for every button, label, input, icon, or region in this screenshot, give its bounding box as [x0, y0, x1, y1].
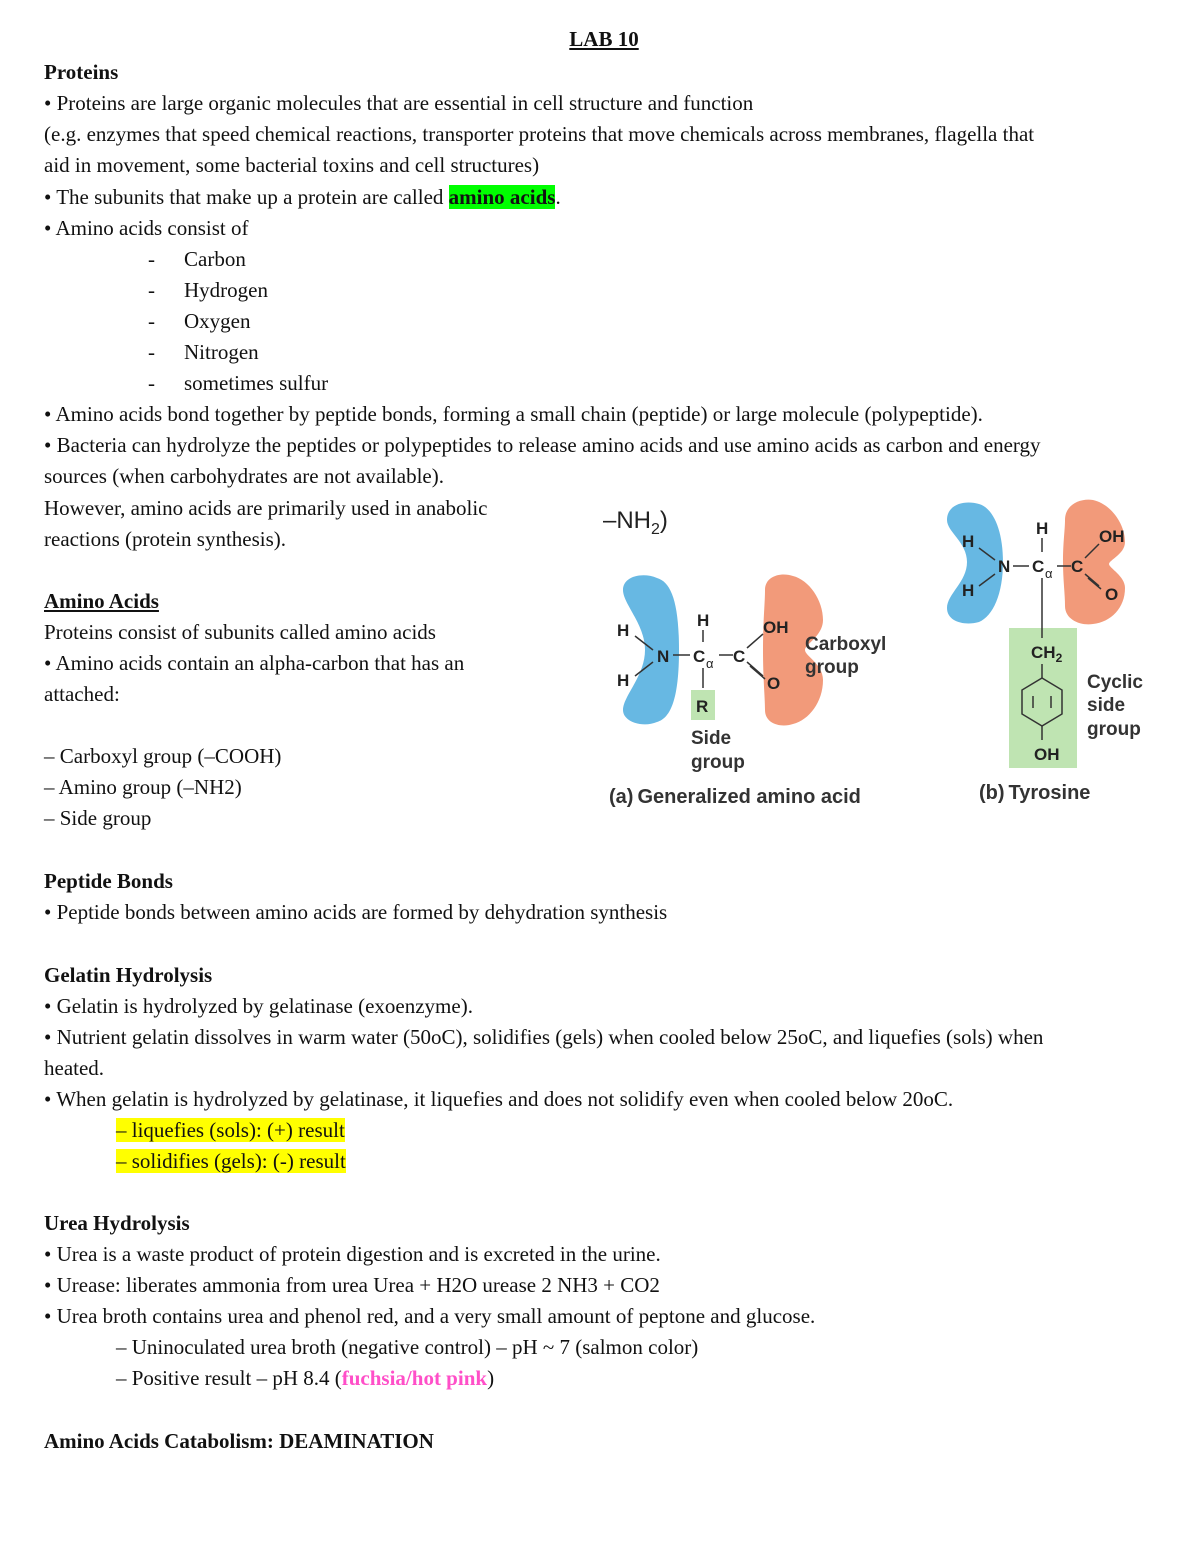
atom-oh: OH — [763, 618, 789, 637]
paragraph — [44, 182, 561, 213]
atom-h: H — [1036, 519, 1049, 538]
paragraph: • Urea broth contains urea and phenol red, and a very small amount of peptone and glucose. — [44, 1304, 816, 1328]
highlight-amino-acids: amino acids — [448, 185, 556, 209]
atom-n: N — [998, 557, 1011, 576]
atom-c: C — [733, 647, 746, 666]
atom-o: O — [1105, 585, 1119, 604]
paragraph: heated. — [44, 1056, 105, 1080]
paragraph: • Urease: liberates ammonia from urea Urea + H2O urease 2 NH3 + CO2 — [44, 1273, 660, 1297]
result-negative: – solidifies (gels): (-) result — [116, 1149, 346, 1173]
paragraph: • When gelatin is hydrolyzed by gelatinase, it liquefies and does not solidify even when cooled below 20oC. — [44, 1087, 954, 1111]
tyrosine-structure — [947, 500, 1143, 804]
amino-group-shape — [947, 503, 1003, 624]
list-item: – Positive result – pH 8.4 (fuchsia/hot pink) — [116, 1366, 495, 1390]
list-item: – Side group — [44, 806, 152, 830]
ch2-label: $CH_2$ — [1031, 643, 1063, 665]
nh2-fragment: $-NH_2$) — [603, 507, 668, 538]
carboxyl-label: group — [805, 657, 859, 678]
amino-group-shape — [623, 575, 679, 724]
paragraph: • Amino acids bond together by peptide bonds, forming a small chain (peptide) or large molecule (polypeptide). — [44, 402, 983, 426]
text: • The subunits that make up a protein are called — [44, 185, 449, 209]
cyclic-label: group — [1087, 719, 1141, 740]
paragraph: aid in movement, some bacterial toxins and cell structures) — [44, 153, 540, 177]
caption-b: (b) Tyrosine — [979, 782, 1091, 804]
section-heading-gelatin: Gelatin Hydrolysis — [44, 963, 213, 987]
section-heading-proteins: Proteins — [44, 60, 119, 84]
atom-oh: OH — [1099, 527, 1125, 546]
paragraph: • Peptide bonds between amino acids are formed by dehydration synthesis — [44, 900, 668, 924]
text: . — [555, 185, 561, 209]
atom-h: H — [697, 611, 710, 630]
atom-o: O — [767, 674, 781, 693]
list-item: – Carboxyl group (–COOH) — [44, 744, 282, 768]
result-positive: – liquefies (sols): (+) result — [116, 1118, 345, 1142]
alpha-carbon: C — [1032, 557, 1045, 576]
paragraph: • Urea is a waste product of protein digestion and is excreted in the urine. — [44, 1242, 661, 1266]
alpha-label: α — [1045, 566, 1053, 581]
section-heading-peptide-bonds: Peptide Bonds — [44, 869, 173, 893]
cyclic-label: Cyclic — [1087, 672, 1143, 693]
paragraph: • Amino acids consist of — [44, 216, 249, 240]
atom-oh: OH — [1034, 745, 1060, 764]
paragraph: • Amino acids contain an alpha-carbon that has an — [44, 651, 465, 675]
section-heading-urea: Urea Hydrolysis — [44, 1211, 190, 1235]
atom-h: H — [962, 532, 975, 551]
atom-n: N — [657, 647, 670, 666]
paragraph: (e.g. enzymes that speed chemical reactions, transporter proteins that move chemicals across membranes, flagella that — [44, 122, 1035, 146]
atom-h: H — [617, 671, 630, 690]
side-group-label: group — [691, 752, 745, 773]
atom-h: H — [617, 621, 630, 640]
paragraph: sources (when carbohydrates are not available). — [44, 464, 444, 488]
amino-acid-figure — [595, 490, 1175, 820]
list-item: – Uninoculated urea broth (negative control) – pH ~ 7 (salmon color) — [116, 1335, 699, 1359]
paragraph: attached: — [44, 682, 120, 706]
side-group-label: Side — [691, 728, 732, 749]
section-heading-catabolism: Amino Acids Catabolism: DEAMINATION — [44, 1429, 434, 1453]
atom-r: R — [696, 697, 709, 716]
paragraph: However, amino acids are primarily used in anabolic — [44, 496, 488, 520]
page-title: LAB 10 — [569, 27, 639, 51]
paragraph: • Gelatin is hydrolyzed by gelatinase (exoenzyme). — [44, 994, 473, 1018]
pink-text: fuchsia/hot pink — [341, 1366, 488, 1390]
section-heading-amino-acids: Amino Acids — [44, 589, 159, 613]
paragraph: reactions (protein synthesis). — [44, 527, 287, 551]
list-item: – Amino group (–NH2) — [44, 775, 242, 799]
paragraph: Proteins consist of subunits called amino acids — [44, 620, 436, 644]
alpha-carbon: C — [693, 647, 706, 666]
cyclic-label: side — [1087, 695, 1126, 716]
paragraph: • Bacteria can hydrolyze the peptides or polypeptides to release amino acids and use amino acids as carbon and energy — [44, 433, 1041, 457]
generalized-amino-acid — [609, 575, 886, 808]
caption-a: (a) Generalized amino acid — [609, 786, 861, 808]
alpha-label: α — [706, 656, 714, 671]
paragraph: • Nutrient gelatin dissolves in warm water (50oC), solidifies (gels) when cooled below 25oC, and liquefies (sols) when — [44, 1025, 1044, 1049]
carboxyl-label: Carboxyl — [805, 634, 887, 655]
atom-h: H — [962, 581, 975, 600]
paragraph: • Proteins are large organic molecules that are essential in cell structure and function — [44, 91, 754, 115]
atom-c: C — [1071, 557, 1084, 576]
